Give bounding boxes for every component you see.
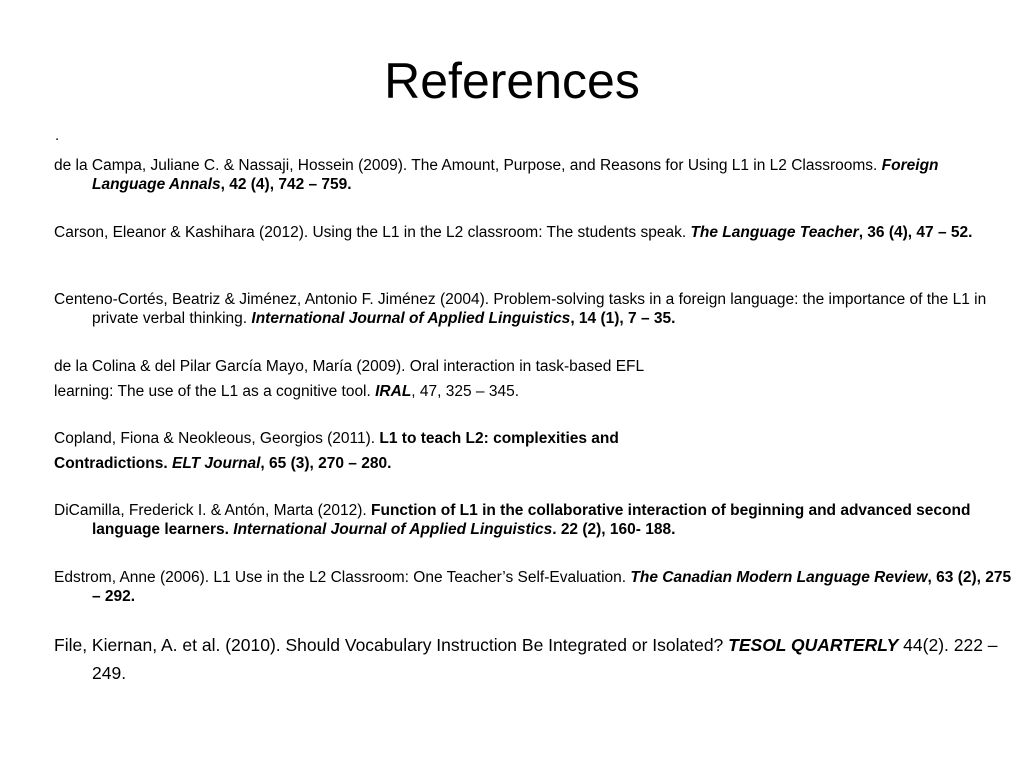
article-title-cont: Contradictions. <box>54 455 172 472</box>
reference-line-1 <box>54 429 1012 448</box>
journal-name: IRAL <box>375 383 412 400</box>
reference-text: de la Campa, Juliane C. & Nassaji, Hossein (2009). The Amount, Purpose, and Reasons for Using L1 in L2 Classrooms. <box>54 157 882 174</box>
article-title: Function of L1 in the collaborative interaction of beginning and advanced second language learners. <box>92 502 971 538</box>
reference-edstrom <box>54 568 1012 606</box>
reference-file <box>54 631 1012 687</box>
article-title: L1 to teach L2: complexities and <box>379 430 619 447</box>
journal-name: Foreign Language Annals <box>92 157 939 193</box>
journal-name: The Canadian Modern Language Review <box>630 569 928 586</box>
reference-line-1: de la Colina & del Pilar García Mayo, María (2009). Oral interaction in task-based EFL <box>54 358 645 375</box>
reference-text: DiCamilla, Frederick I. & Antón, Marta (2012). <box>54 502 372 519</box>
citation-details: , 63 (2), 275 – 292. <box>92 569 1012 605</box>
journal-name: TESOL QUARTERLY <box>728 635 899 655</box>
citation-details: , 47, 325 – 345. <box>411 383 520 400</box>
reference-text: File, Kiernan, A. et al. (2010). Should Vocabulary Instruction Be Integrated or Isolated? <box>54 635 729 655</box>
reference-text: Edstrom, Anne (2006). L1 Use in the L2 Classroom: One Teacher’s Self-Evaluation. <box>54 569 631 586</box>
citation-details: . 22 (2), 160- 188. <box>552 521 676 538</box>
journal-name: International Journal of Applied Linguistics <box>233 521 553 538</box>
reference-copland <box>54 429 1012 473</box>
citation-details: , 42 (4), 742 – 759. <box>220 176 352 193</box>
citation-details: , 36 (4), 47 – 52. <box>858 224 973 241</box>
citation-details: 44(2). 222 – 249. <box>92 635 998 683</box>
citation-details: , 14 (1), 7 – 35. <box>570 310 676 327</box>
journal-name: International Journal of Applied Linguistics <box>251 310 571 327</box>
reference-line-2 <box>54 382 1012 401</box>
reference-text: Copland, Fiona & Neokleous, Georgios (2011). <box>54 430 380 447</box>
reference-de-la-campa <box>54 156 1012 194</box>
journal-name: ELT Journal <box>171 455 261 472</box>
reference-text: Carson, Eleanor & Kashihara (2012). Using the L1 in the L2 classroom: The students speak. <box>54 224 691 241</box>
reference-text: Centeno-Cortés, Beatriz & Jiménez, Antonio F. Jiménez (2004). Problem-solving tasks in a foreign language: the importance of the L1 in private verbal thinking. <box>54 291 987 327</box>
reference-carson <box>54 223 1012 242</box>
reference-de-la-colina <box>54 357 1012 401</box>
bullet-marker: . <box>55 127 60 144</box>
reference-centeno-cortes <box>54 290 1012 328</box>
reference-line-2 <box>54 454 1012 473</box>
reference-dicamilla <box>54 501 1012 539</box>
citation-details: , 65 (3), 270 – 280. <box>260 455 392 472</box>
reference-text: learning: The use of the L1 as a cognitive tool. <box>54 383 376 400</box>
slide-title: References <box>384 53 640 109</box>
journal-name: The Language Teacher <box>690 224 859 241</box>
